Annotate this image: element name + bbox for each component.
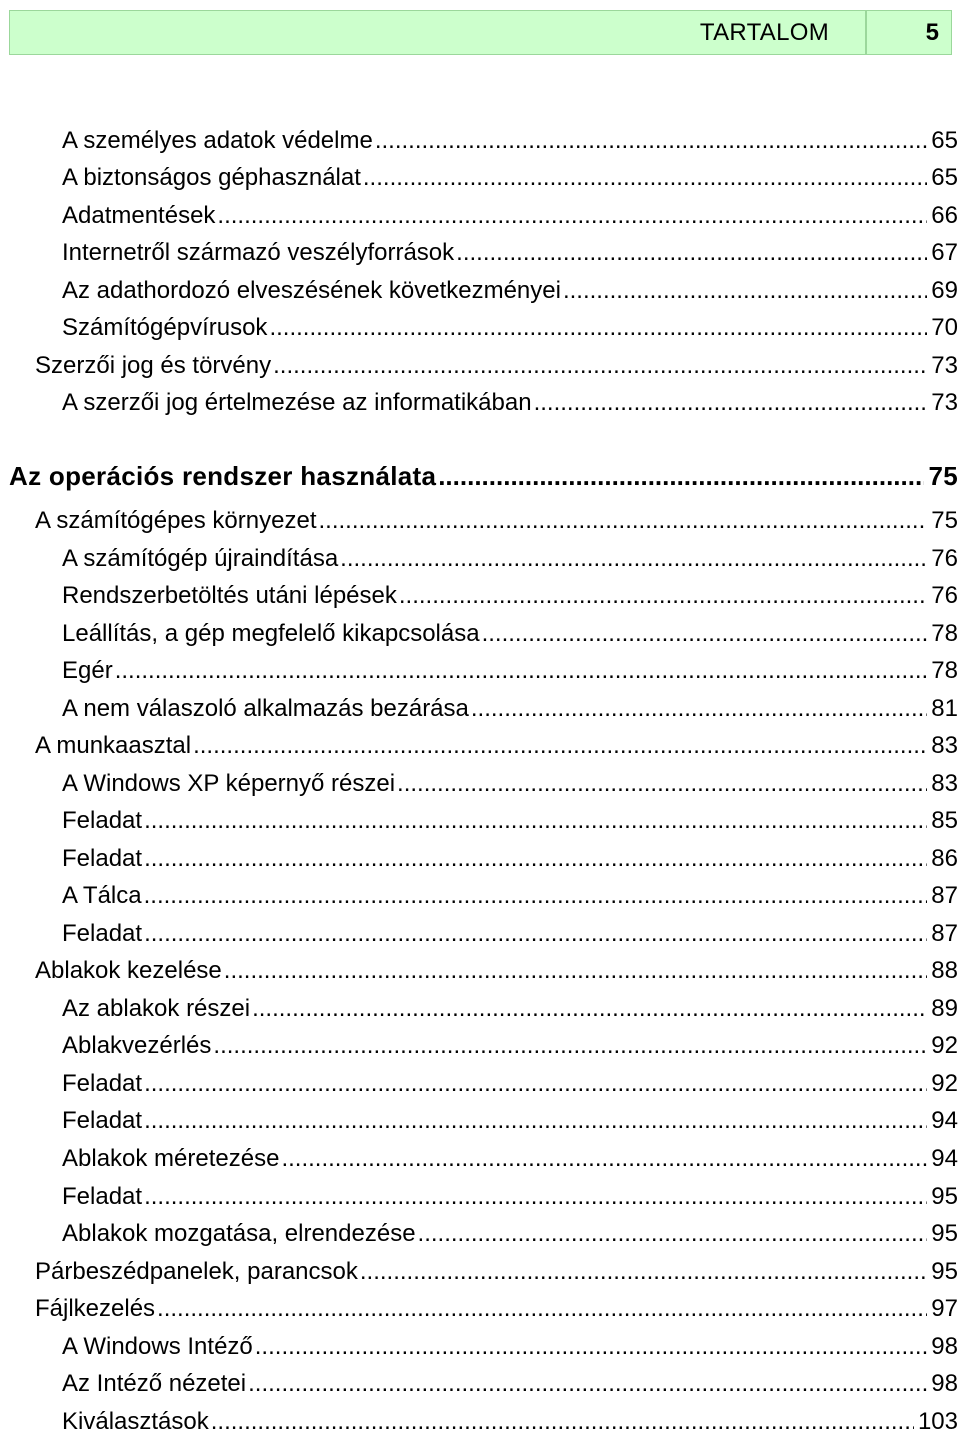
toc-entry-title: Adatmentések xyxy=(62,202,216,229)
toc-dot-leader xyxy=(144,803,927,839)
toc-entry[interactable] xyxy=(62,123,958,159)
toc-entry[interactable] xyxy=(35,348,958,384)
running-header xyxy=(9,10,952,55)
toc-entry-page: 103 xyxy=(917,1408,958,1435)
toc-dot-leader xyxy=(269,310,927,346)
toc-entry-page: 75 xyxy=(928,461,958,491)
toc-dot-leader xyxy=(144,1179,927,1215)
toc-dot-leader xyxy=(144,1066,927,1102)
toc-entry-title: Az Intéző nézetei xyxy=(62,1370,247,1397)
toc-entry-page: 78 xyxy=(931,657,958,684)
toc-entry-title: Szerzői jog és törvény xyxy=(35,352,272,379)
toc-entry-title: A számítógép újraindítása xyxy=(62,545,339,572)
toc-entry[interactable] xyxy=(35,728,958,764)
toc-entry[interactable] xyxy=(62,1329,958,1365)
toc-entry[interactable] xyxy=(35,1291,958,1327)
toc-entry-title: A személyes adatok védelme xyxy=(62,127,373,154)
toc-dot-leader xyxy=(255,1329,928,1365)
toc-entry-title: Feladat xyxy=(62,920,143,947)
toc-dot-leader xyxy=(438,458,924,494)
toc-entry-page: 92 xyxy=(931,1032,958,1059)
toc-entry[interactable] xyxy=(9,458,958,494)
toc-entry-page: 73 xyxy=(931,352,958,379)
header-page-number: 5 xyxy=(867,11,951,54)
toc-dot-leader xyxy=(399,578,927,614)
toc-dot-leader xyxy=(482,616,928,652)
toc-entry[interactable] xyxy=(62,1366,958,1402)
toc-entry-page: 76 xyxy=(931,545,958,572)
toc-entry[interactable] xyxy=(62,198,958,234)
toc-entry-page: 75 xyxy=(931,507,958,534)
toc-entry-title: A munkaasztal xyxy=(35,732,192,759)
toc-entry-title: Feladat xyxy=(62,1070,143,1097)
toc-dot-leader xyxy=(340,541,927,577)
toc-dot-leader xyxy=(213,1028,927,1064)
toc-entry[interactable] xyxy=(62,1103,958,1139)
toc-dot-leader xyxy=(363,160,927,196)
toc-entry-page: 65 xyxy=(931,164,958,191)
toc-dot-leader xyxy=(157,1291,927,1327)
toc-entry-page: 92 xyxy=(931,1070,958,1097)
toc-entry-title: Kiválasztások xyxy=(62,1408,209,1435)
toc-dot-leader xyxy=(534,385,928,421)
toc-entry-title: Ablakok mozgatása, elrendezése xyxy=(62,1220,416,1247)
toc-entry-title: Leállítás, a gép megfelelő kikapcsolása xyxy=(62,620,480,647)
toc-entry[interactable] xyxy=(62,1216,958,1252)
toc-entry-title: A Windows XP képernyő részei xyxy=(62,770,396,797)
toc-entry-title: Az ablakok részei xyxy=(62,995,251,1022)
toc-dot-leader xyxy=(418,1216,928,1252)
toc-entry[interactable] xyxy=(62,991,958,1027)
toc-entry-page: 73 xyxy=(931,389,958,416)
toc-entry-title: Ablakok kezelése xyxy=(35,957,222,984)
toc-dot-leader xyxy=(318,503,927,539)
toc-entry-title: A nem válaszoló alkalmazás bezárása xyxy=(62,695,469,722)
toc-entry-title: Feladat xyxy=(62,1183,143,1210)
toc-entry-title: Feladat xyxy=(62,1107,143,1134)
toc-entry-title: Feladat xyxy=(62,807,143,834)
toc-entry[interactable] xyxy=(62,766,958,802)
toc-dot-leader xyxy=(360,1254,927,1290)
toc-entry-title: Egér xyxy=(62,657,113,684)
toc-entry[interactable] xyxy=(62,1066,958,1102)
toc-dot-leader xyxy=(115,653,928,689)
toc-entry-title: Ablakok méretezése xyxy=(62,1145,280,1172)
toc-dot-leader xyxy=(252,991,927,1027)
toc-dot-leader xyxy=(375,123,927,159)
toc-entry-page: 88 xyxy=(931,957,958,984)
toc-entry-title: A biztonságos géphasználat xyxy=(62,164,361,191)
toc-entry[interactable] xyxy=(35,1254,958,1290)
toc-entry[interactable] xyxy=(62,841,958,877)
toc-entry-page: 86 xyxy=(931,845,958,872)
toc-entry-page: 66 xyxy=(931,202,958,229)
toc-entry-title: A Tálca xyxy=(62,882,142,909)
toc-entry-page: 83 xyxy=(931,732,958,759)
toc-dot-leader xyxy=(471,691,927,727)
toc-entry-page: 81 xyxy=(931,695,958,722)
toc-entry[interactable] xyxy=(35,503,958,539)
toc-entry-page: 98 xyxy=(931,1370,958,1397)
toc-entry[interactable] xyxy=(62,878,958,914)
toc-entry-page: 87 xyxy=(931,882,958,909)
toc-entry-page: 76 xyxy=(931,582,958,609)
toc-entry[interactable] xyxy=(62,691,958,727)
toc-entry-page: 65 xyxy=(931,127,958,154)
toc-entry[interactable] xyxy=(62,235,958,271)
toc-entry-title: Az operációs rendszer használata xyxy=(9,461,437,491)
toc-dot-leader xyxy=(144,841,927,877)
toc-entry-page: 89 xyxy=(931,995,958,1022)
toc-dot-leader xyxy=(217,198,927,234)
toc-entry-title: Fájlkezelés xyxy=(35,1295,156,1322)
toc-entry-page: 94 xyxy=(931,1107,958,1134)
toc-dot-leader xyxy=(224,953,928,989)
toc-entry-title: A számítógépes környezet xyxy=(35,507,317,534)
toc-entry-page: 67 xyxy=(931,239,958,266)
toc-entry-page: 95 xyxy=(931,1183,958,1210)
toc-entry[interactable] xyxy=(62,1179,958,1215)
toc-entry[interactable] xyxy=(62,916,958,952)
toc-entry[interactable] xyxy=(62,273,958,309)
toc-entry[interactable] xyxy=(62,803,958,839)
toc-entry-page: 78 xyxy=(931,620,958,647)
toc-dot-leader xyxy=(273,348,927,384)
toc-entry[interactable] xyxy=(62,310,958,346)
toc-dot-leader xyxy=(281,1141,927,1177)
toc-entry-page: 85 xyxy=(931,807,958,834)
toc-dot-leader xyxy=(248,1366,927,1402)
toc-entry-page: 94 xyxy=(931,1145,958,1172)
toc-dot-leader xyxy=(144,878,928,914)
toc-entry-page: 97 xyxy=(931,1295,958,1322)
toc-entry[interactable] xyxy=(62,160,958,196)
toc-entry[interactable] xyxy=(35,953,958,989)
toc-entry-page: 95 xyxy=(931,1220,958,1247)
toc-entry-page: 98 xyxy=(931,1333,958,1360)
toc-entry-page: 69 xyxy=(931,277,958,304)
toc-dot-leader xyxy=(193,728,927,764)
toc-entry[interactable] xyxy=(62,578,958,614)
toc-entry[interactable] xyxy=(62,385,958,421)
toc-entry-title: Párbeszédpanelek, parancsok xyxy=(35,1258,358,1285)
toc-entry-title: Internetről származó veszélyforrások xyxy=(62,239,455,266)
toc-dot-leader xyxy=(144,916,927,952)
toc-dot-leader xyxy=(563,273,927,309)
toc-entry-title: Feladat xyxy=(62,845,143,872)
toc-dot-leader xyxy=(397,766,927,802)
toc-entry-title: Számítógépvírusok xyxy=(62,314,268,341)
toc-entry[interactable] xyxy=(62,541,958,577)
toc-entry-title: A Windows Intéző xyxy=(62,1333,253,1360)
toc-entry-title: Ablakvezérlés xyxy=(62,1032,212,1059)
toc-entry-page: 87 xyxy=(931,920,958,947)
toc-entry[interactable] xyxy=(62,653,958,689)
toc-entry-page: 95 xyxy=(931,1258,958,1285)
toc-entry-page: 70 xyxy=(931,314,958,341)
toc-entry[interactable] xyxy=(62,1028,958,1064)
toc-dot-leader xyxy=(456,235,927,271)
toc-entry-title: Az adathordozó elveszésének következményei xyxy=(62,277,561,304)
toc-dot-leader xyxy=(144,1103,927,1139)
toc-entry-title: A szerzői jog értelmezése az informatikában xyxy=(62,389,532,416)
header-title: TARTALOM xyxy=(10,11,867,54)
toc-entry[interactable] xyxy=(62,616,958,652)
toc-entry-page: 83 xyxy=(931,770,958,797)
toc-entry[interactable] xyxy=(62,1141,958,1177)
toc-entry-title: Rendszerbetöltés utáni lépések xyxy=(62,582,397,609)
